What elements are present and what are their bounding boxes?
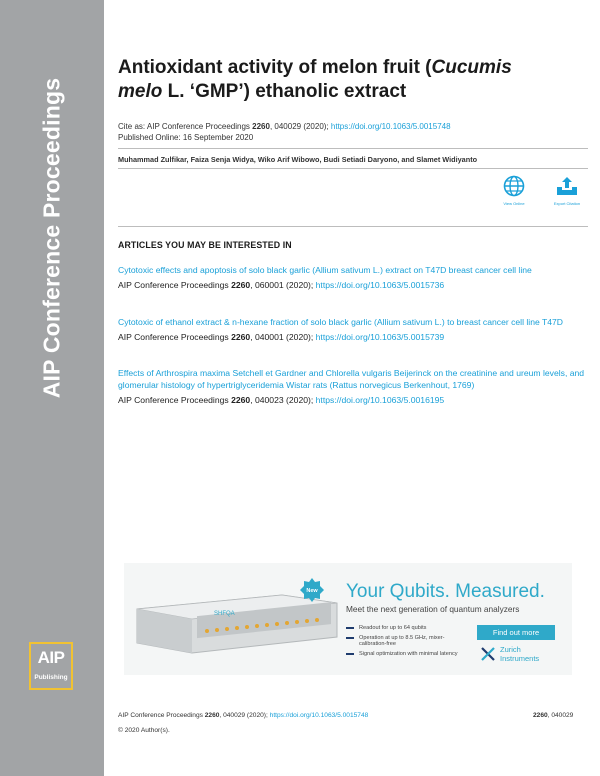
divider xyxy=(118,148,588,149)
paper-title: Antioxidant activity of melon fruit (Cucumis melo L. ‘GMP’) ethanolic extract xyxy=(118,57,512,102)
paper-doi-link[interactable]: https://doi.org/10.1063/5.0015748 xyxy=(330,122,451,131)
related-article xyxy=(118,316,588,343)
ad-feature-list xyxy=(346,625,461,660)
related-article-citation: AIP Conference Proceedings 2260, 040023 (2020); https://doi.org/10.1063/5.0016195 xyxy=(118,395,445,405)
brand-line: Instruments xyxy=(500,653,540,663)
globe-icon xyxy=(503,175,525,197)
related-article-citation: AIP Conference Proceedings 2260, 040001 (2020); https://doi.org/10.1063/5.0015739 xyxy=(118,332,445,342)
brand-line: Zurich xyxy=(500,645,521,654)
related-article-title[interactable]: Cytotoxic of ethanol extract & n-hexane fraction of solo black garlic (Allium sativum L.) to breast cancer cell line T47D xyxy=(118,317,564,327)
journal-title: AIP Conference Proceedings xyxy=(38,77,65,399)
footer-doi-link[interactable]: https://doi.org/10.1063/5.0015748 xyxy=(269,712,369,719)
ad-headline: Your Qubits. Measured. xyxy=(346,581,545,602)
related-article xyxy=(118,264,588,291)
related-article xyxy=(118,367,588,406)
ad-subline: Meet the next generation of quantum analyzers xyxy=(346,604,520,614)
related-article-doi-link[interactable]: https://doi.org/10.1063/5.0015739 xyxy=(315,332,445,342)
export-citation-button[interactable] xyxy=(547,175,587,206)
publishing-logo-text: Publishing xyxy=(34,674,68,681)
new-badge-icon xyxy=(300,578,324,602)
divider xyxy=(118,168,588,169)
related-article-title[interactable]: Cytotoxic effects and apoptosis of solo black garlic (Allium sativum L.) extract on T47D breast cancer cell line xyxy=(118,265,532,275)
zurich-instruments-icon xyxy=(480,646,496,662)
aip-publishing-logo[interactable] xyxy=(29,642,73,690)
footer-citation: AIP Conference Proceedings 2260, 040029 (2020); https://doi.org/10.1063/5.0015748 xyxy=(118,712,369,719)
ad-feature: Operation at up to 8.5 GHz, mixer-calibration-free xyxy=(346,635,461,648)
copyright-notice: © 2020 Author(s). xyxy=(118,727,170,734)
aip-logo-text: AIP xyxy=(37,648,65,667)
author-list: Muhammad Zulfikar, Faiza Senja Widya, Wiko Arif Wibowo, Budi Setiadi Daryono, and Slamet Widiyanto xyxy=(118,155,478,164)
footer-page-number: 2260, 040029 xyxy=(533,712,574,719)
ad-feature: Signal optimization with minimal latency xyxy=(346,651,461,658)
view-online-label: View Online xyxy=(503,201,525,206)
cite-as: Cite as: AIP Conference Proceedings 2260, 040029 (2020); https://doi.org/10.1063/5.0015748 xyxy=(118,122,451,131)
journal-sidebar xyxy=(0,0,104,776)
related-article-doi-link[interactable]: https://doi.org/10.1063/5.0015736 xyxy=(315,280,445,290)
ad-feature: Readout for up to 64 qubits xyxy=(346,625,461,632)
related-articles-heading: ARTICLES YOU MAY BE INTERESTED IN xyxy=(118,240,292,250)
related-article-doi-link[interactable]: https://doi.org/10.1063/5.0016195 xyxy=(315,395,445,405)
view-online-button[interactable] xyxy=(494,175,534,206)
advertisement-banner[interactable] xyxy=(124,563,572,675)
published-date: Published Online: 16 September 2020 xyxy=(118,133,254,142)
divider xyxy=(118,226,588,227)
new-badge-text: New xyxy=(306,588,318,594)
device-label: SHFQA xyxy=(214,611,235,617)
export-icon xyxy=(555,175,579,197)
export-citation-label: Export Citation xyxy=(553,201,581,206)
related-article-citation: AIP Conference Proceedings 2260, 060001 (2020); https://doi.org/10.1063/5.0015736 xyxy=(118,280,445,290)
find-out-more-button[interactable]: Find out more xyxy=(477,625,555,640)
zurich-instruments-logo xyxy=(480,645,540,667)
related-article-title[interactable]: Effects of Arthrospira maxima Setchell et Gardner and Chlorella vulgaris Beijerinck on the creatinine and ureum levels, and glomerular histology of hypertriglyceridemia Wistar rats (Rattus norvegicus Berkenhout, 1769) xyxy=(118,368,585,390)
